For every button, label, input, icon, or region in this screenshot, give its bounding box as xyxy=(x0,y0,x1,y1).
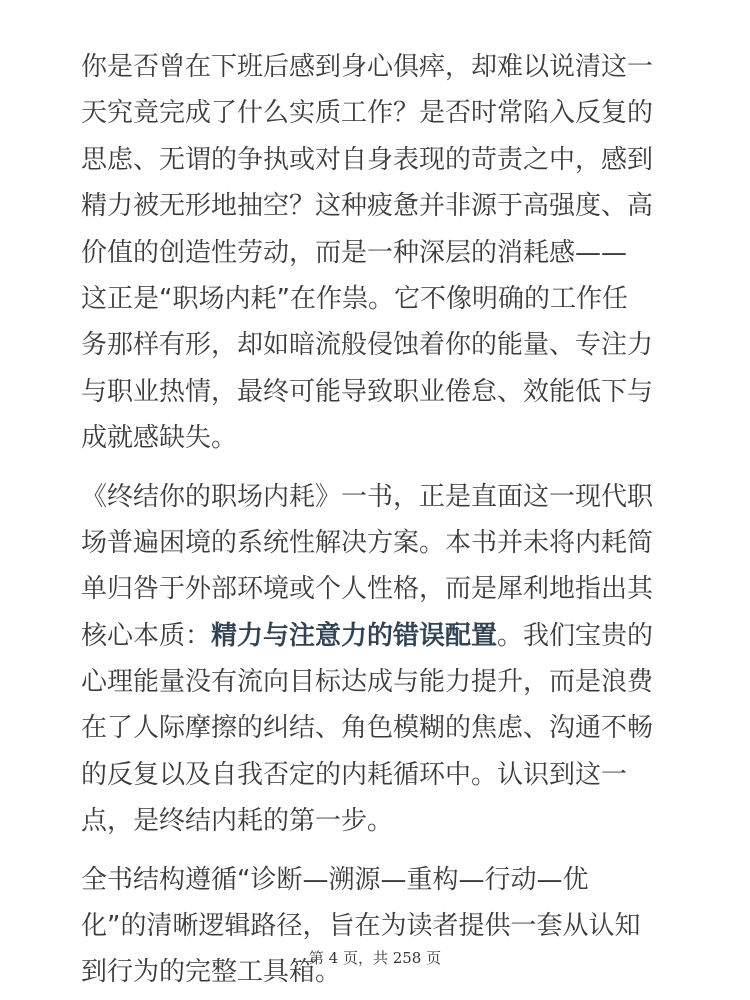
page-number-footer: 第 4 页，共 258 页 xyxy=(308,949,442,967)
highlighted-phrase: 精力与注意力的错误配置 xyxy=(211,620,498,651)
text-line xyxy=(81,90,681,136)
text-line xyxy=(81,415,681,461)
text-span: 在了人际摩擦的纠结、角色模糊的焦虑、沟通不畅 xyxy=(81,713,654,744)
text-line xyxy=(81,520,681,566)
paragraph-2 xyxy=(81,474,681,845)
text-line xyxy=(81,230,681,276)
text-line xyxy=(81,137,681,183)
text-span: 化”的清晰逻辑路径，旨在为读者提供一套从认知 xyxy=(81,911,641,942)
text-span: 《终结你的职场内耗》一书，正是直面这一现代职 xyxy=(81,481,654,512)
text-line xyxy=(81,44,681,90)
text-span: 成就感缺失。 xyxy=(81,423,238,454)
text-span: 价值的创造性劳动，而是一种深层的消耗感—— xyxy=(81,237,628,268)
text-span: 心理能量没有流向目标达成与能力提升，而是浪费 xyxy=(81,667,654,698)
paragraph-gap xyxy=(81,462,681,474)
text-line xyxy=(81,659,681,705)
paragraph-gap xyxy=(81,845,681,857)
text-span: 精力被无形地抽空？这种疲惫并非源于高强度、高 xyxy=(81,191,654,222)
text-span: 与职业热情，最终可能导致职业倦怠、效能低下与 xyxy=(81,376,654,407)
text-span: 务那样有形，却如暗流般侵蚀着你的能量、专注力 xyxy=(81,330,654,361)
text-line xyxy=(81,798,681,844)
text-span: 这正是“职场内耗”在作祟。它不像明确的工作任 xyxy=(81,283,628,314)
text-line xyxy=(81,322,681,368)
text-line xyxy=(81,474,681,520)
text-line xyxy=(81,752,681,798)
text-span: 单归咎于外部环境或个人性格，而是犀利地指出其 xyxy=(81,574,654,605)
text-line xyxy=(81,903,681,949)
text-span: 全书结构遵循“诊断—溯源—重构—行动—优 xyxy=(81,864,589,895)
text-span: 场普遍困境的系统性解决方案。本书并未将内耗简 xyxy=(81,527,654,558)
text-span: 点，是终结内耗的第一步。 xyxy=(81,806,394,837)
paragraph-1 xyxy=(81,44,681,462)
text-span: 天究竟完成了什么实质工作？是否时常陷入反复的 xyxy=(81,98,654,129)
text-line xyxy=(81,276,681,322)
text-line xyxy=(81,183,681,229)
text-span: 。我们宝贵的 xyxy=(497,620,654,651)
text-span: 思虑、无谓的争执或对自身表现的苛责之中，感到 xyxy=(81,144,654,175)
paragraph-3 xyxy=(81,857,681,996)
body-text xyxy=(81,44,681,996)
text-line xyxy=(81,857,681,903)
text-line xyxy=(81,613,681,659)
text-line xyxy=(81,369,681,415)
text-span: 核心本质： xyxy=(81,620,212,651)
text-span: 的反复以及自我否定的内耗循环中。认识到这一 xyxy=(81,759,628,790)
text-span: 你是否曾在下班后感到身心俱瘁，却难以说清这一 xyxy=(81,52,654,82)
text-line xyxy=(81,705,681,751)
text-span: 到行为的完整工具箱。 xyxy=(81,957,342,988)
text-line xyxy=(81,566,681,612)
